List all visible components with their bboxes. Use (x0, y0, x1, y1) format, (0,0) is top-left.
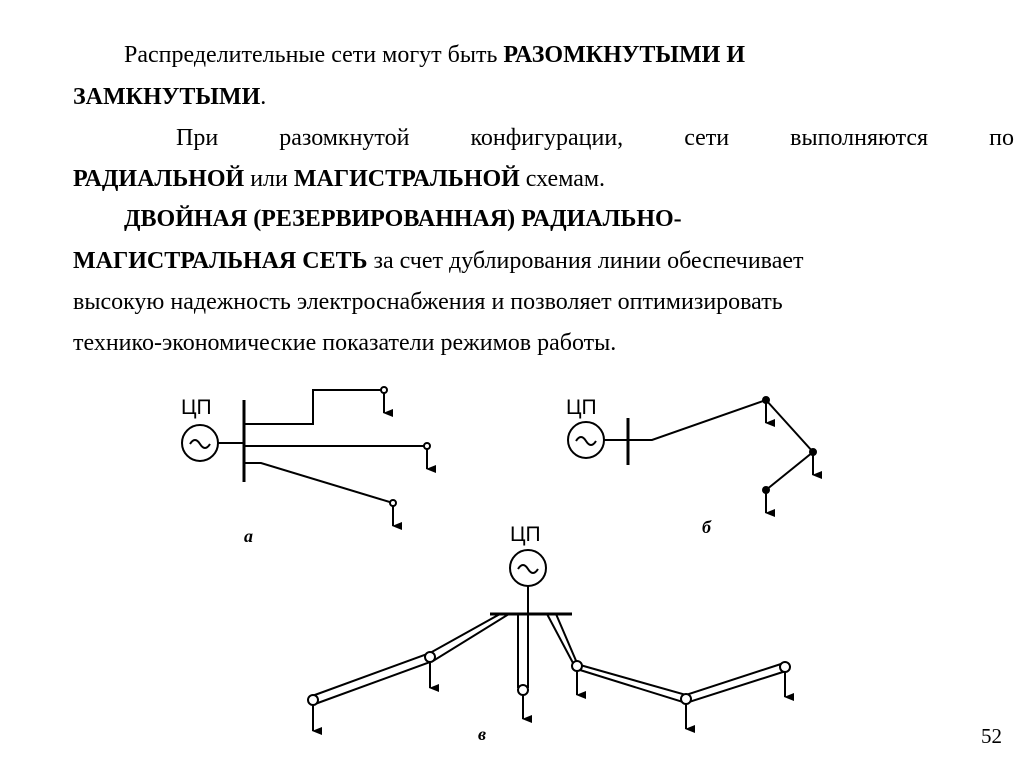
page-number: 52 (981, 724, 1002, 748)
paragraph-2-line-2 (73, 164, 605, 194)
paragraph-1-end: . (260, 84, 267, 110)
paragraph-3-line-1 (124, 204, 682, 234)
diagram-b-magistral (566, 396, 816, 513)
paragraph-2-line-1 (176, 123, 1014, 153)
paragraph-3-text-3: технико-экономические показатели режимов работы. (73, 330, 617, 356)
diagram-b-main-line (628, 400, 813, 490)
diagram-a-line-1 (244, 390, 384, 424)
paragraph-3-bold-1: ДВОЙНАЯ (РЕЗЕРВИРОВАННАЯ) РАДИАЛЬНО- (124, 206, 682, 232)
paragraph-2-word-6: по (989, 125, 1014, 151)
paragraph-1-text: Распределительные сети могут быть (124, 42, 504, 68)
diagram-c-left-double-line (308, 614, 509, 731)
paragraph-1-line-2 (73, 82, 266, 112)
paragraph-2-word-4: сети (684, 125, 730, 151)
paragraph-2-bold-1: РАДИАЛЬНОЙ (73, 166, 245, 192)
diagram-c-ac-wave-icon (518, 565, 538, 573)
paragraph-2-word-1: При (176, 125, 219, 151)
diagram-c-double-radial-magistral (308, 523, 790, 731)
paragraph-2-mid: или (244, 166, 294, 192)
network-diagrams (0, 370, 1024, 767)
paragraph-1-line-1 (124, 40, 745, 70)
paragraph-1-bold-1: РАЗОМКНУТЫМИ И (503, 42, 745, 68)
diagram-b-caption: б (702, 517, 711, 537)
paragraph-2-word-2: разомкнутой (279, 125, 410, 151)
paragraph-3-text-2: высокую надежность электроснабжения и позволяет оптимизировать (73, 289, 783, 315)
paragraph-2-word-5: выполняются (790, 125, 929, 151)
diagram-a-ac-wave-icon (190, 440, 210, 448)
diagram-b-source-label: ЦП (566, 396, 597, 419)
paragraph-3-text-1: за счет дублирования линии обеспечивает (367, 248, 804, 274)
paragraph-3-line-3 (73, 287, 783, 317)
paragraph-3-line-2 (73, 246, 804, 276)
diagram-a-caption: а (244, 526, 253, 546)
paragraph-3-bold-2: МАГИСТРАЛЬНАЯ СЕТЬ (73, 248, 368, 274)
diagram-b-ac-wave-icon (576, 437, 596, 445)
paragraph-2-end: схемам. (519, 166, 606, 192)
paragraph-1-bold-2: ЗАМКНУТЫМИ (73, 84, 261, 110)
paragraph-2-bold-2: МАГИСТРАЛЬНОЙ (293, 166, 520, 192)
paragraph-3-line-4 (73, 328, 616, 358)
paragraph-2-word-3: конфигурации, (470, 125, 624, 151)
diagram-c-right-double-line (547, 614, 790, 729)
diagram-a-radial (181, 387, 430, 526)
diagram-c-center-double-line (518, 614, 528, 719)
diagram-a-source-label: ЦП (181, 396, 212, 419)
diagram-c-source-label: ЦП (510, 523, 541, 546)
diagram-c-caption: в (478, 724, 487, 744)
diagram-a-line-3 (244, 463, 393, 503)
